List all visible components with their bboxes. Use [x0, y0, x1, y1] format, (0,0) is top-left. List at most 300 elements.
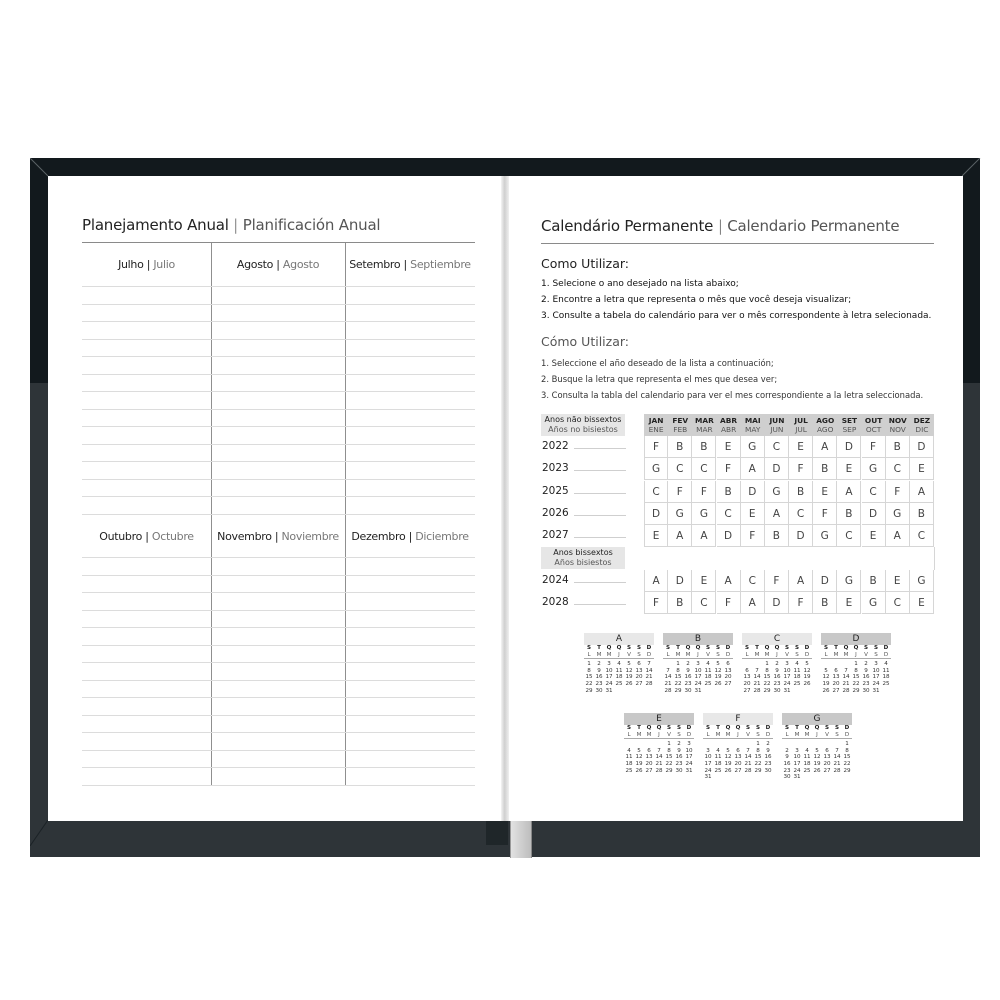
weekday-es: M — [802, 732, 812, 740]
month-letter-cell: F — [813, 503, 837, 525]
month-es: Noviembre — [281, 530, 339, 543]
month-letter-cell: G — [886, 503, 910, 525]
weekday-pt: Q — [646, 725, 652, 731]
weekday-pt: T — [755, 645, 759, 651]
day-number: 16 — [783, 760, 791, 767]
day-number: 27 — [635, 680, 643, 687]
day-number: 7 — [746, 747, 750, 754]
day-number: 14 — [664, 674, 672, 681]
day-number: 30 — [675, 767, 683, 774]
weekday-es: V — [664, 732, 674, 740]
day-number: 28 — [655, 767, 663, 774]
mini-calendar-grid — [821, 645, 891, 694]
day-number: 4 — [617, 661, 621, 668]
weekday-pt: Q — [656, 725, 662, 731]
weekday-es: M — [841, 652, 851, 660]
day-number: 23 — [675, 760, 683, 767]
mini-calendar-grid — [663, 645, 733, 694]
day-number: 18 — [793, 674, 801, 681]
month-letter-cell: B — [692, 436, 716, 458]
day-number: 28 — [833, 767, 841, 774]
weekday-es: D — [644, 652, 654, 660]
year-leader-line — [574, 470, 626, 471]
day-number: 2 — [597, 661, 601, 668]
day-number: 23 — [862, 680, 870, 687]
day-number: 24 — [605, 680, 613, 687]
weekday-es: L — [663, 652, 673, 660]
day-number: 13 — [635, 667, 643, 674]
day-number: 5 — [716, 661, 720, 668]
mini-calendar-a — [584, 633, 654, 694]
weekday-es: J — [812, 732, 822, 740]
day-number: 31 — [694, 687, 702, 694]
bookmark-ribbon[interactable] — [510, 821, 532, 858]
month-letter-cell: B — [837, 503, 861, 525]
month-letter-cell: F — [789, 592, 813, 614]
month-column-header — [862, 414, 886, 436]
month-letter-cell: A — [692, 525, 716, 547]
month-letter-cell: E — [741, 503, 765, 525]
month-abbr-pt: AGO — [816, 416, 835, 425]
day-number: 15 — [763, 674, 771, 681]
day-number: 13 — [734, 754, 742, 761]
day-number: 4 — [716, 747, 720, 754]
day-number: 21 — [842, 680, 850, 687]
day-number: 18 — [704, 674, 712, 681]
year-leader-line — [574, 493, 626, 494]
ruled-line — [82, 715, 475, 716]
day-number: 31 — [872, 687, 880, 694]
day-number: 28 — [842, 687, 850, 694]
weekday-es: D — [723, 652, 733, 660]
weekday-es: D — [684, 732, 694, 740]
day-number: 16 — [764, 754, 772, 761]
month-letter-cell: B — [813, 458, 837, 480]
day-number: 7 — [666, 667, 670, 674]
day-number: 14 — [655, 754, 663, 761]
weekday-es: V — [624, 652, 634, 660]
year-label: 2028 — [542, 596, 569, 609]
weekday-es: L — [782, 732, 792, 740]
month-pt: Dezembro — [351, 530, 406, 543]
day-number: 1 — [845, 741, 849, 748]
month-pt: Setembro — [349, 258, 401, 271]
day-number: 3 — [696, 661, 700, 668]
day-number: 16 — [684, 674, 692, 681]
day-number: 14 — [645, 667, 653, 674]
day-number: 26 — [724, 767, 732, 774]
month-header-december — [345, 515, 475, 558]
month-letter-cell: B — [668, 436, 692, 458]
day-number: 23 — [684, 680, 692, 687]
weekday-pt: S — [705, 645, 711, 651]
mini-calendar-letter: A — [584, 633, 654, 645]
day-number: 23 — [595, 680, 603, 687]
weekday-pt: S — [636, 645, 642, 651]
month-abbr-es: AGO — [816, 425, 834, 434]
weekday-pt: S — [744, 645, 750, 651]
mini-calendar-letter: C — [742, 633, 812, 645]
weekday-pt: D — [844, 725, 850, 731]
day-number: 31 — [605, 687, 613, 694]
month-column-header — [789, 414, 813, 436]
title-rule — [541, 243, 934, 244]
day-number: 15 — [852, 674, 860, 681]
day-number: 6 — [834, 667, 838, 674]
day-number: 14 — [833, 754, 841, 761]
day-number: 30 — [783, 774, 791, 781]
page-gutter — [501, 176, 509, 821]
month-column-header — [644, 414, 668, 436]
day-number: 10 — [605, 667, 613, 674]
day-number: 10 — [694, 667, 702, 674]
month-letter-cell: G — [862, 592, 886, 614]
month-abbr-es: DIC — [915, 425, 929, 434]
weekday-es: M — [752, 652, 762, 660]
mini-calendar-grid — [742, 645, 812, 694]
how-to-heading-es: Cómo Utilizar: — [541, 334, 629, 349]
day-number: 16 — [595, 674, 603, 681]
year-leader-line — [574, 604, 626, 605]
weekday-es: M — [673, 652, 683, 660]
day-number: 12 — [724, 754, 732, 761]
ruled-line — [82, 321, 475, 322]
day-number: 4 — [706, 661, 710, 668]
day-number: 4 — [884, 661, 888, 668]
ruled-line — [82, 732, 475, 733]
day-number: 21 — [744, 760, 752, 767]
day-number: 4 — [805, 747, 809, 754]
weekday-pt: D — [646, 645, 652, 651]
day-number: 17 — [704, 760, 712, 767]
month-column-header — [837, 414, 861, 436]
empty-day — [713, 741, 723, 748]
month-column-header — [886, 414, 910, 436]
day-number: 28 — [645, 680, 653, 687]
table-gap — [644, 547, 935, 570]
day-number: 12 — [822, 674, 830, 681]
day-number: 13 — [724, 667, 732, 674]
empty-day — [703, 741, 713, 748]
weekday-pt: S — [794, 645, 800, 651]
empty-day — [792, 741, 802, 748]
day-number: 14 — [753, 674, 761, 681]
weekday-es: M — [762, 652, 772, 660]
day-number: 26 — [803, 680, 811, 687]
month-letter-cell: G — [862, 458, 886, 480]
weekday-pt: S — [863, 645, 869, 651]
year-label: 2027 — [542, 529, 569, 542]
title-separator: | — [717, 217, 723, 235]
title-es: Planificación Anual — [242, 216, 381, 234]
title-pt: Planejamento Anual — [82, 216, 229, 234]
year-leader-line — [574, 515, 626, 516]
day-number: 22 — [763, 680, 771, 687]
day-number: 15 — [754, 754, 762, 761]
month-column-header — [910, 414, 934, 436]
empty-day — [822, 741, 832, 748]
day-number: 11 — [882, 667, 890, 674]
month-letter-cell: D — [862, 503, 886, 525]
day-number: 25 — [615, 680, 623, 687]
day-number: 13 — [645, 754, 653, 761]
month-abbr-pt: FEV — [672, 416, 689, 425]
mini-calendar-grid — [782, 725, 852, 781]
day-number: 29 — [852, 687, 860, 694]
month-letter-cell: A — [837, 481, 861, 503]
day-number: 27 — [734, 767, 742, 774]
day-number: 4 — [627, 747, 631, 754]
ruled-line — [82, 750, 475, 751]
ruled-line — [82, 426, 475, 427]
day-number: 20 — [743, 680, 751, 687]
day-number: 19 — [813, 760, 821, 767]
weekday-es: L — [624, 732, 634, 740]
day-number: 3 — [874, 661, 878, 668]
month-letter-cell: A — [789, 570, 813, 592]
day-number: 29 — [665, 767, 673, 774]
month-column-header — [765, 414, 789, 436]
day-number: 27 — [724, 680, 732, 687]
day-number: 1 — [667, 741, 671, 748]
day-number: 9 — [785, 754, 789, 761]
weekday-pt: D — [686, 725, 692, 731]
day-number: 16 — [675, 754, 683, 761]
ruled-line — [82, 339, 475, 340]
mini-calendar-c — [742, 633, 812, 694]
empty-day — [654, 741, 664, 748]
day-number: 12 — [625, 667, 633, 674]
weekday-es: J — [654, 732, 664, 740]
how-to-steps-es — [541, 355, 923, 403]
weekday-pt: S — [824, 725, 830, 731]
day-number: 11 — [714, 754, 722, 761]
month-letter-cell: B — [717, 481, 741, 503]
year-label: 2026 — [542, 506, 569, 519]
day-number: 6 — [637, 661, 641, 668]
weekday-es: S — [674, 732, 684, 740]
month-es: Septiembre — [410, 258, 471, 271]
day-number: 22 — [852, 680, 860, 687]
month-abbr-pt: MAR — [695, 416, 714, 425]
weekday-pt: S — [745, 725, 751, 731]
month-abbr-pt: DEZ — [913, 416, 931, 425]
day-number: 25 — [714, 767, 722, 774]
day-number: 9 — [597, 667, 601, 674]
separator: | — [146, 258, 151, 271]
weekday-pt: S — [626, 645, 632, 651]
month-header-july — [82, 243, 211, 286]
day-number: 21 — [833, 760, 841, 767]
ruled-line — [82, 286, 475, 287]
day-number: 8 — [676, 667, 680, 674]
day-number: 31 — [704, 774, 712, 781]
weekday-es: D — [842, 732, 852, 740]
weekday-es: M — [683, 652, 693, 660]
day-number: 1 — [587, 661, 591, 668]
ruled-line — [82, 767, 475, 768]
month-letter-cell: D — [741, 481, 765, 503]
month-letter-cell: A — [910, 481, 934, 503]
day-number: 5 — [824, 667, 828, 674]
day-number: 11 — [615, 667, 623, 674]
month-header-september — [345, 243, 475, 286]
weekday-es: L — [742, 652, 752, 660]
empty-day — [821, 661, 831, 668]
day-number: 17 — [685, 754, 693, 761]
day-number: 14 — [744, 754, 752, 761]
day-number: 29 — [754, 767, 762, 774]
separator: | — [274, 530, 279, 543]
day-number: 3 — [706, 747, 710, 754]
month-letter-cell: C — [668, 458, 692, 480]
day-number: 6 — [726, 661, 730, 668]
month-letter-cell: D — [837, 436, 861, 458]
day-number: 10 — [783, 667, 791, 674]
month-letter-cell: D — [765, 592, 789, 614]
weekday-es: J — [693, 652, 703, 660]
month-letter-cell: A — [741, 458, 765, 480]
day-number: 21 — [645, 674, 653, 681]
day-number: 16 — [773, 674, 781, 681]
weekday-es: S — [753, 732, 763, 740]
weekday-pt: Q — [616, 645, 622, 651]
month-letter-cell: F — [862, 436, 886, 458]
separator: | — [276, 258, 280, 271]
day-number: 2 — [766, 741, 770, 748]
day-number: 2 — [686, 661, 690, 668]
mini-calendar-grid — [703, 725, 773, 781]
day-number: 1 — [765, 661, 769, 668]
weekday-es: L — [821, 652, 831, 660]
month-letter-cell: F — [765, 570, 789, 592]
empty-day — [752, 661, 762, 668]
empty-day — [802, 741, 812, 748]
day-number: 2 — [785, 747, 789, 754]
year-label: 2023 — [542, 462, 569, 475]
month-es: Diciembre — [415, 530, 469, 543]
day-number: 21 — [753, 680, 761, 687]
weekday-es: V — [861, 652, 871, 660]
day-number: 10 — [704, 754, 712, 761]
day-number: 6 — [736, 747, 740, 754]
day-number: 7 — [835, 747, 839, 754]
day-number: 20 — [734, 760, 742, 767]
day-number: 5 — [637, 747, 641, 754]
month-letter-cell: A — [886, 525, 910, 547]
day-number: 6 — [745, 667, 749, 674]
weekday-es: J — [772, 652, 782, 660]
cover-corner-top-right — [962, 158, 988, 184]
day-number: 27 — [823, 767, 831, 774]
month-abbr-es: MAY — [745, 425, 761, 434]
how-to-heading-pt: Como Utilizar: — [541, 256, 629, 271]
day-number: 15 — [674, 674, 682, 681]
ruled-line — [82, 645, 475, 646]
month-abbr-es: ENE — [648, 425, 664, 434]
day-number: 30 — [595, 687, 603, 694]
mini-calendar-b — [663, 633, 733, 694]
day-number: 3 — [607, 661, 611, 668]
day-number: 1 — [854, 661, 858, 668]
separator: | — [408, 530, 413, 543]
day-number: 28 — [753, 687, 761, 694]
month-header-november — [211, 515, 345, 558]
mini-calendar-f — [703, 713, 773, 781]
day-number: 8 — [854, 667, 858, 674]
month-column-header — [692, 414, 716, 436]
day-number: 24 — [685, 760, 693, 767]
mini-calendar-grid — [584, 645, 654, 694]
day-number: 27 — [645, 767, 653, 774]
weekday-es: V — [822, 732, 832, 740]
permanent-calendar-title — [541, 217, 899, 235]
day-number: 8 — [587, 667, 591, 674]
day-number: 9 — [677, 747, 681, 754]
month-pt: Outubro — [99, 530, 143, 543]
day-number: 26 — [813, 767, 821, 774]
step-3-pt: 3. Consulte a tabela do calendário para ver o mês correspondente à letra selecionada. — [541, 311, 932, 321]
mini-calendar-d — [821, 633, 891, 694]
month-letter-cell: C — [692, 592, 716, 614]
day-number: 8 — [756, 747, 760, 754]
weekday-es: V — [782, 652, 792, 660]
day-number: 30 — [773, 687, 781, 694]
month-letter-cell: G — [813, 525, 837, 547]
weekday-es: D — [763, 732, 773, 740]
weekday-es: S — [792, 652, 802, 660]
empty-day — [812, 741, 822, 748]
letter-table-header — [644, 414, 934, 436]
weekday-pt: Q — [725, 725, 731, 731]
weekday-pt: Q — [774, 645, 780, 651]
weekday-pt: S — [626, 725, 632, 731]
month-column-header — [668, 414, 692, 436]
ruled-line — [82, 409, 475, 410]
day-number: 13 — [832, 674, 840, 681]
month-letter-cell: C — [765, 436, 789, 458]
weekday-pt: S — [705, 725, 711, 731]
year-leader-line — [574, 448, 626, 449]
day-number: 25 — [625, 767, 633, 774]
day-number: 2 — [864, 661, 868, 668]
ruled-line — [82, 444, 475, 445]
title-separator: | — [233, 216, 239, 234]
day-number: 6 — [647, 747, 651, 754]
day-number: 11 — [793, 667, 801, 674]
year-leader-line — [574, 537, 626, 538]
day-number: 27 — [832, 687, 840, 694]
month-letter-cell: A — [717, 570, 741, 592]
day-number: 30 — [764, 767, 772, 774]
day-number: 12 — [635, 754, 643, 761]
day-number: 7 — [755, 667, 759, 674]
weekday-es: J — [733, 732, 743, 740]
day-number: 18 — [615, 674, 623, 681]
weekday-pt: Q — [695, 645, 701, 651]
day-number: 5 — [815, 747, 819, 754]
weekday-pt: T — [637, 725, 641, 731]
month-column-header — [717, 414, 741, 436]
weekday-pt: Q — [814, 725, 820, 731]
day-number: 29 — [843, 767, 851, 774]
empty-day — [832, 741, 842, 748]
weekday-pt: T — [795, 725, 799, 731]
month-letter-cell: F — [692, 481, 716, 503]
month-letter-cell: B — [862, 570, 886, 592]
ruled-line — [82, 610, 475, 611]
weekday-pt: Q — [685, 645, 691, 651]
